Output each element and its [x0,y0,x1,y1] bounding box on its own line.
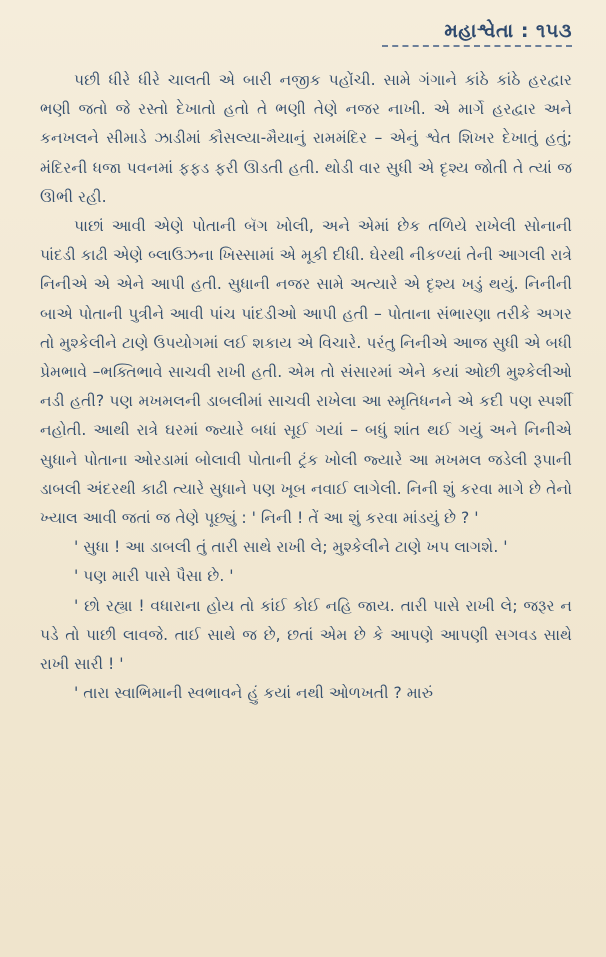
paragraph-2: પાછાં આવી એણે પોતાની બૅગ ખોલી, અને એમાં છેક તળિયે રાખેલી સોનાની પાંદડી કાઢી એણે બ્લાઉઝના ખિસ્સામાં એ મૂકી દીધી. ઘેરથી નીકળ્યાં તેની આગલી રાત્રે નિનીએ એ એને આપી હતી. સુધાની નજર સામે અત્યારે એ દૃશ્ય ખડું થયું. નિનીની બાએ પોતાની પુત્રીને આવી પાંચ પાંદડીઓ આપી હતી – પોતાના સંભારણા તરીકે અગર તો મુશ્કેલીને ટાણે ઉપયોગમાં લઈ શકાય એ વિચારે. પરંતુ નિનીએ આજ સુધી એ બધી પ્રેમભાવે –ભક્તિભાવે સાચવી રાખી હતી. એમ તો સંસારમાં એને કયાં ઓછી મુશ્કેલીઓ નડી હતી? પણ મખમલની ડાબલીમાં સાચવી રાખેલા આ સ્મૃતિધનને એ કદી પણ સ્પર્શી નહોતી. આથી રાત્રે ઘરમાં જ્યારે બધાં સૂઈ ગયાં – બધું શાંત થઈ ગયું અને નિનીએ સુધાને પોતાના ઓરડામાં બોલાવી પોતાની ટ્રંક ખોલી જ્યારે આ મખમલ જડેલી રૂપાની ડાબલી અંદરથી કાઢી ત્યારે સુધાને પણ ખૂબ નવાઈ લાગેલી. નિની શું કરવા માગે છે તેનો ખ્યાલ આવી જતાં જ તેણે પૂછ્યું : ' નિની ! તેં આ શું કરવા માંડયું છે ? ' [40,217,572,528]
paragraph-3: ' સુધા ! આ ડાબલી તું તારી સાથે રાખી લે; મુશ્કેલીને ટાણે ખપ લાગશે. ' [74,538,508,557]
paragraph-5: ' છો રહ્યા ! વધારાના હોય તો કાંઈ કોઈ નહિ જાય. તારી પાસે રાખી લે; જરૂર ન પડે તો પાછી લાવજે. તાઈ સાથે જ છે, છતાં એમ છે કે આપણે આપણી સગવડ સાથે રાખી સારી ! ' [40,596,572,674]
paragraph-6: ' તારા સ્વાભિમાની સ્વભાવને હું કયાં નથી ઓળખતી ? મારું [74,684,434,703]
paragraph-1: પછી ધીરે ધીરે ચાલતી એ બારી નજીક પહોંચી. સામે ગંગાને કાંઠે કાંઠે હરદ્વાર ભણી જતો જે રસ્તો દેખાતો હતો તે ભણી તેણે નજર નાખી. એ માર્ગે હરદ્વાર અને કનખલને સીમાડે ઝાડીમાં કૌસલ્યા-મૈયાનું રામમંદિર – એનું શ્વેત શિખર દેખાતું હતું; મંદિરની ધજા પવનમાં ફફડ ફરી ઊડતી હતી. થોડી વાર સુધી એ દૃશ્ય જોતી તે ત્યાં જ ઊભી રહી. [40,71,572,206]
page-body [40,66,572,708]
paragraph-4: ' પણ મારી પાસે પૈસા છે. ' [74,567,234,586]
header-divider [382,45,572,47]
running-header: મહાશ્વેતા : ૧૫૩ [444,20,572,42]
page-header [382,20,572,47]
